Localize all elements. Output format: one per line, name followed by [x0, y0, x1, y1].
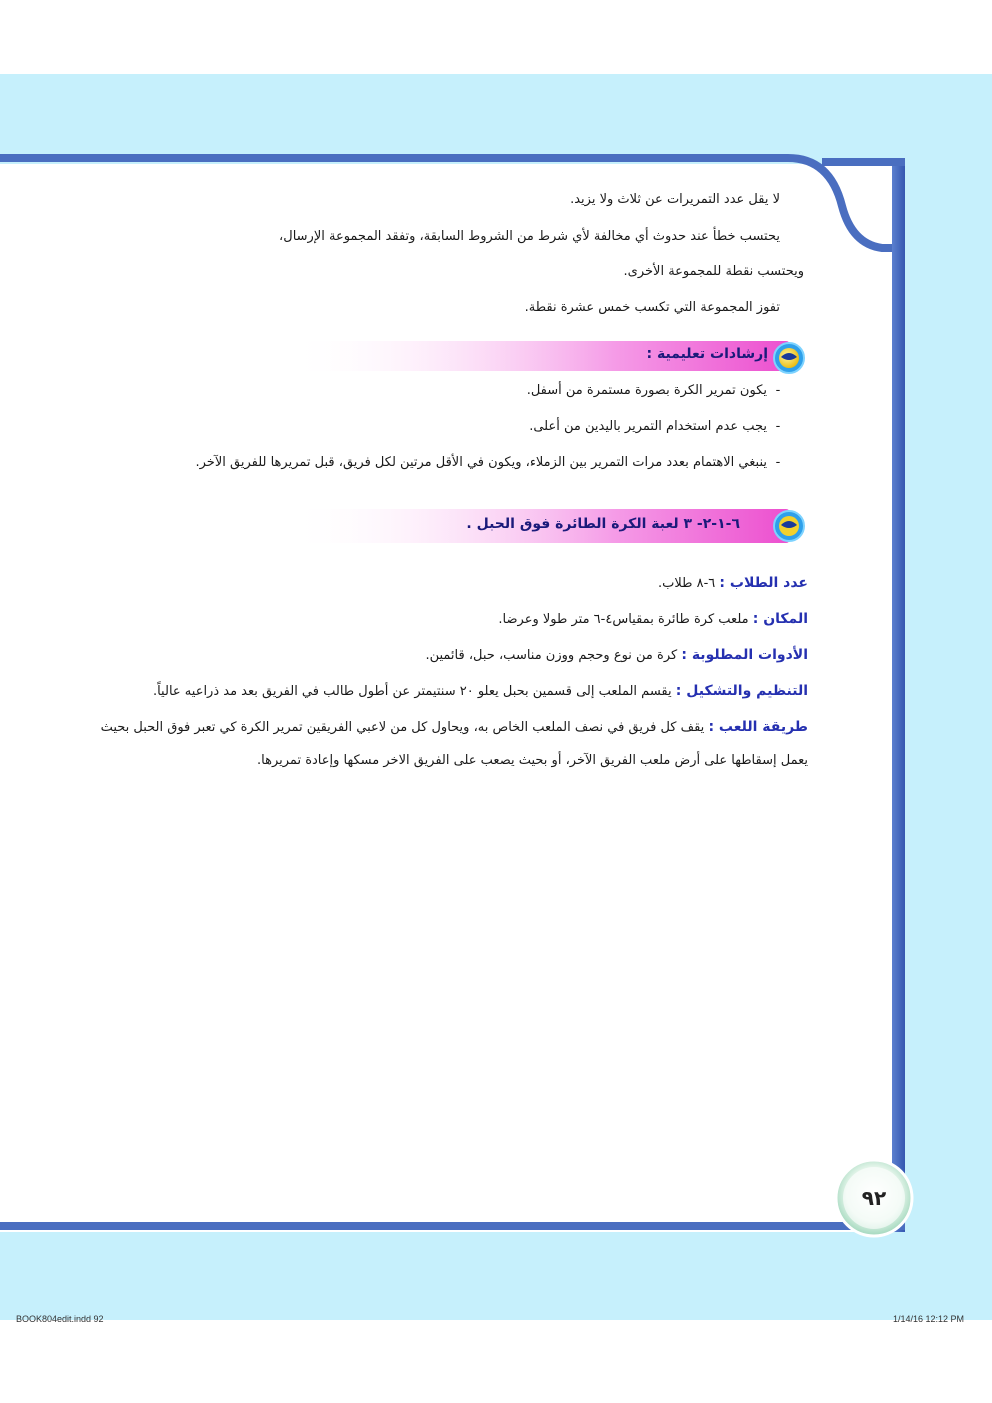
- list-item: [195, 454, 789, 472]
- list-item: [529, 418, 789, 436]
- footer-timestamp: 1/14/16 12:12 PM: [892, 1314, 964, 1324]
- organization-label: التنظيم والتشكيل :: [675, 683, 808, 699]
- method-field: [101, 718, 808, 737]
- paragraph: ويحتسب نقطة للمجموعة الأخرى.: [623, 264, 804, 279]
- footer-filename: BOOK804edit.indd 92: [16, 1314, 104, 1324]
- list-item-text: يكون تمرير الكرة بصورة مستمرة من أسفل.: [526, 383, 767, 398]
- list-item: [527, 382, 789, 400]
- place-value: ملعب كرة طائرة بمقياس٤-٦ متر طولا وعرضا.: [498, 612, 749, 627]
- method-label: طريقة اللعب :: [708, 719, 808, 735]
- paragraph: تفوز المجموعة التي تكسب خمس عشرة نقطة.: [524, 300, 780, 315]
- tools-label: الأدوات المطلوبة :: [681, 647, 808, 663]
- method-continued: يعمل إسقاطها على أرض ملعب الفريق الآخر، أو بحيث يصعب على الفريق الاخر مسكها وإعادة تمريرها.: [257, 753, 808, 768]
- organization-field: [153, 682, 808, 701]
- organization-value: يقسم الملعب إلى قسمين بحبل يعلو ٢٠ سنتيمتر عن أطول طالب في الفريق بعد مد ذراعيه عالياً.: [152, 684, 672, 699]
- list-item-text: ينبغي الاهتمام بعدد مرات التمرير بين الزملاء، ويكون في الأقل مرتين لكل فريق، قبل تمريرها للفريق الآخر.: [195, 455, 767, 470]
- students-value: ٦-٨ طلاب.: [658, 576, 716, 591]
- place-field: [498, 610, 808, 629]
- paragraph: لا يقل عدد التمريرات عن ثلاث ولا يزيد.: [570, 192, 780, 207]
- paragraph: يحتسب خطأ عند حدوث أي مخالفة لأي شرط من الشروط السابقة، وتفقد المجموعة الإرسال،: [279, 229, 780, 244]
- page-number: ٩٢: [861, 1186, 887, 1210]
- method-value: يقف كل فريق في نصف الملعب الخاص به، ويحاول كل من لاعبي الفريقين تمرير الكرة كي تعبر فوق الحبل بحيث: [100, 720, 705, 735]
- instructions-heading: إرشادات تعليمية :: [646, 346, 768, 362]
- list-item-text: يجب عدم استخدام التمرير باليدين من أعلى.: [529, 419, 767, 434]
- ball-icon: [772, 509, 806, 543]
- tools-field: [425, 646, 808, 665]
- tools-value: كرة من نوع وحجم ووزن مناسب، حبل، قائمين.: [425, 648, 678, 663]
- section-heading: ٦-١-٢- ٣ لعبة الكرة الطائرة فوق الحبل .: [466, 516, 740, 532]
- bullet-dash: -: [775, 383, 781, 398]
- bullet-dash: -: [775, 455, 781, 470]
- bullet-dash: -: [775, 419, 781, 434]
- students-label: عدد الطلاب :: [719, 575, 808, 591]
- place-label: المكان :: [752, 611, 808, 627]
- ball-icon: [772, 341, 806, 375]
- students-field: [658, 574, 808, 593]
